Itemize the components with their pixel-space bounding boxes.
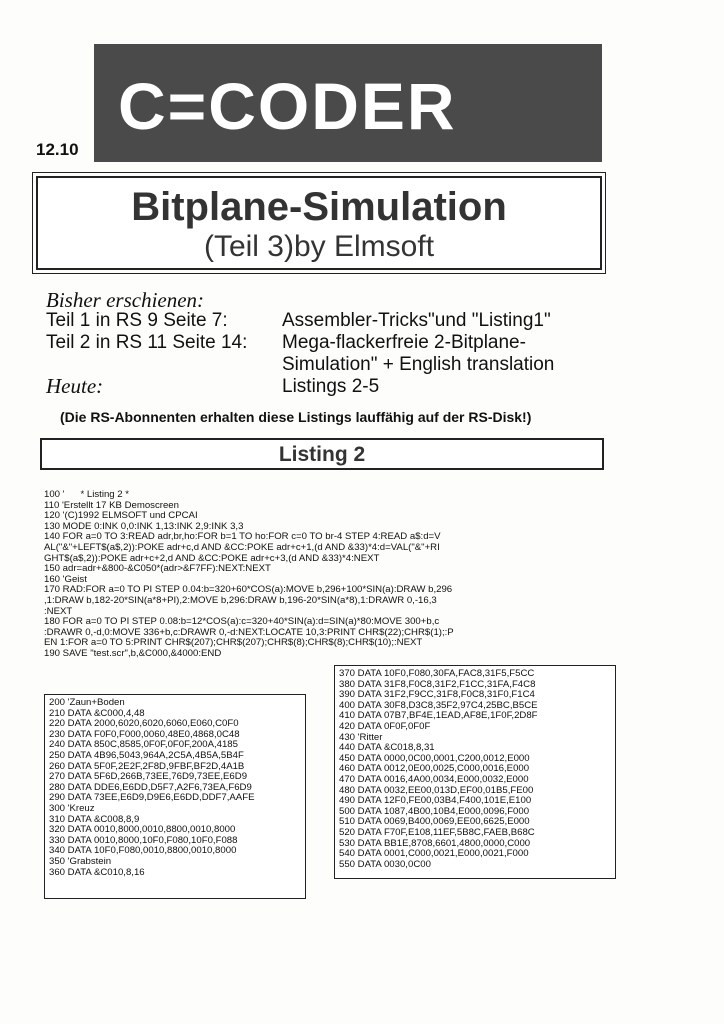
data-line: 230 DATA F0F0,F000,0060,48E0,4868,0C48 <box>49 728 240 740</box>
data-line: 410 DATA 07B7,BF4E,1EAD,AF8E,1F0F,2D8F <box>339 710 538 722</box>
data-line: 540 DATA 0001,C000,0021,E000,0021,F000 <box>339 848 529 860</box>
article-title-box <box>36 176 602 270</box>
code-line: 120 '(C)1992 ELMSOFT und CPCAI <box>44 510 198 522</box>
subscriber-note: (Die RS-Abonnenten erhalten diese Listings lauffähig auf der RS-Disk!) <box>60 409 532 425</box>
data-line: 370 DATA 10F0,F080,30FA,FAC8,31F5,F5CC <box>339 668 535 679</box>
data-line: 220 DATA 2000,6020,6020,6060,E060,C0F0 <box>49 718 239 730</box>
code-line: :NEXT <box>44 605 73 617</box>
data-line: 480 DATA 0032,EE00,013D,EF00,01B5,FE00 <box>339 784 534 796</box>
data-line: 340 DATA 10F0,F080,0010,8800,0010,8000 <box>49 845 237 857</box>
code-line: 170 RAD:FOR a=0 TO PI STEP 0.04:b=320+60*COS(a):MOVE b,296+100*SIN(a):DRAW b,296 <box>44 584 453 596</box>
article-title: Bitplane-Simulation <box>131 185 507 229</box>
data-line: 350 'Grabstein <box>49 855 112 867</box>
code-line: 150 adr=adr+&800-&C050*(adr>&F7FF):NEXT:NEXT <box>44 563 271 575</box>
code-line: 190 SAVE "test.scr",b,&C000,&4000:END <box>44 647 222 659</box>
data-line: 360 DATA &C010,8,16 <box>49 866 145 878</box>
previous-part-2: Teil 2 in RS 11 Seite 14: <box>46 332 248 353</box>
code-line: 100 ' * Listing 2 * <box>44 489 130 500</box>
previous-part-2-desc-line-1: Mega-flackerfreie 2-Bitplane- <box>282 332 526 353</box>
code-line: 180 FOR a=0 TO PI STEP 0.08:b=12*COS(a):c=320+40*SIN(a):d=SIN(a)*80:MOVE 300+b,c <box>44 616 440 628</box>
data-line: 390 DATA 31F2,F9CC,31F8,F0C8,31F0,F1C4 <box>339 689 535 701</box>
previously-label: Bisher erschienen: <box>46 288 205 312</box>
data-line: 260 DATA 5F0F,2E2F,2F8D,9FBF,BF2D,4A1B <box>49 760 245 772</box>
code-line: GHT$(a$,2)):POKE adr+c+2,d AND &CC:POKE adr+c+3,(d AND &33)*4:NEXT <box>44 552 380 564</box>
data-line: 240 DATA 850C,8585,0F0F,0F0F,200A,4185 <box>49 739 238 751</box>
data-line: 450 DATA 0000,0C00,0001,C200,0012,E000 <box>339 752 530 764</box>
previous-part-1: Teil 1 in RS 9 Seite 7: <box>46 310 228 331</box>
data-line: 210 DATA &C000,4,48 <box>49 707 145 719</box>
data-line: 500 DATA 1087,4B00,10B4,E000,0096,F000 <box>339 805 530 817</box>
data-line: 520 DATA F70F,E108,11EF,5B8C,FAEB,B68C <box>339 826 535 838</box>
basic-code-listing <box>44 490 604 660</box>
data-line: 380 DATA 31F8,F0C8,31F2,F1CC,31FA,F4C8 <box>339 678 536 690</box>
today-label: Heute: <box>46 374 104 398</box>
code-line: 160 'Geist <box>44 573 87 585</box>
today-value: Listings 2-5 <box>282 376 380 397</box>
listing-title: Listing 2 <box>278 443 366 466</box>
data-line: 280 DATA DDE6,E6DD,D5F7,A2F6,73EA,F6D9 <box>49 781 252 793</box>
code-line: ,1:DRAW b,182-20*SIN(a*8+PI),2:MOVE b,296:DRAW b,196-20*SIN(a*8),1:DRAWR 0,-16,3 <box>44 594 437 606</box>
data-line: 330 DATA 0010,8000,10F0,F080,10F0,F088 <box>49 834 238 846</box>
data-line: 430 'Ritter <box>339 731 383 743</box>
data-line: 300 'Kreuz <box>49 802 95 814</box>
data-line: 290 DATA 73EE,E6D9,D9E6,E6DD,DDF7,AAFE <box>49 792 255 804</box>
magazine-logo: C=CODER <box>118 69 457 143</box>
code-line: EN 1:FOR a=0 TO 5:PRINT CHR$(207);CHR$(207);CHR$(8);CHR$(8);CHR$(10);:NEXT <box>44 637 423 649</box>
data-block-right <box>334 665 616 879</box>
data-line: 490 DATA 12F0,FE00,03B4,F400,101E,E100 <box>339 795 532 807</box>
data-line: 510 DATA 0069,B400,0069,EE00,6625,E000 <box>339 816 530 828</box>
previous-part-1-desc: Assembler-Tricks"und "Listing1" <box>282 310 551 331</box>
data-line: 270 DATA 5F6D,266B,73EE,76D9,73EE,E6D9 <box>49 771 248 783</box>
issue-number: 12.10 <box>36 140 79 159</box>
listing-title-box <box>40 438 604 470</box>
code-line: 110 'Erstellt 17 KB Demoscreen <box>44 499 179 511</box>
code-line: AL("&"+LEFT$(a$,2)):POKE adr+c,d AND &CC:POKE adr+c+1,(d AND &33)*4:d=VAL("&"+RI <box>44 541 440 553</box>
code-line: :DRAWR 0,-d,0:MOVE 336+b,c:DRAWR 0,-d:NEXT:LOCATE 10,3:PRINT CHR$(22);CHR$(1);:P <box>44 626 454 638</box>
article-subtitle: (Teil 3)by Elmsoft <box>203 230 435 263</box>
data-line: 440 DATA &C018,8,31 <box>339 742 435 754</box>
code-line: 140 FOR a=0 TO 3:READ adr,br,ho:FOR b=1 TO ho:FOR c=0 TO br-4 STEP 4:READ a$:d=V <box>44 531 441 543</box>
data-line: 200 'Zaun+Boden <box>49 697 125 708</box>
data-line: 250 DATA 4B96,5043,964A,2C5A,4B5A,5B4F <box>49 749 244 761</box>
data-line: 400 DATA 30F8,D3C8,35F2,97C4,25BC,B5CE <box>339 699 538 711</box>
previous-part-2-desc-line-2: Simulation" + English translation <box>282 354 555 375</box>
data-line: 470 DATA 0016,4A00,0034,E000,0032,E000 <box>339 773 529 785</box>
data-line: 550 DATA 0030,0C00 <box>339 858 431 870</box>
data-line: 530 DATA BB1E,8708,6601,4800,0000,C000 <box>339 837 531 849</box>
data-line: 310 DATA &C008,8,9 <box>49 813 140 825</box>
data-block-left <box>44 694 306 899</box>
data-line: 420 DATA 0F0F,0F0F <box>339 720 431 732</box>
data-line: 320 DATA 0010,8000,0010,8800,0010,8000 <box>49 824 236 836</box>
data-line: 460 DATA 0012,0E00,0025,C000,0016,E000 <box>339 763 530 775</box>
code-line: 130 MODE 0:INK 0,0:INK 1,13:INK 2,9:INK 3,3 <box>44 520 244 532</box>
